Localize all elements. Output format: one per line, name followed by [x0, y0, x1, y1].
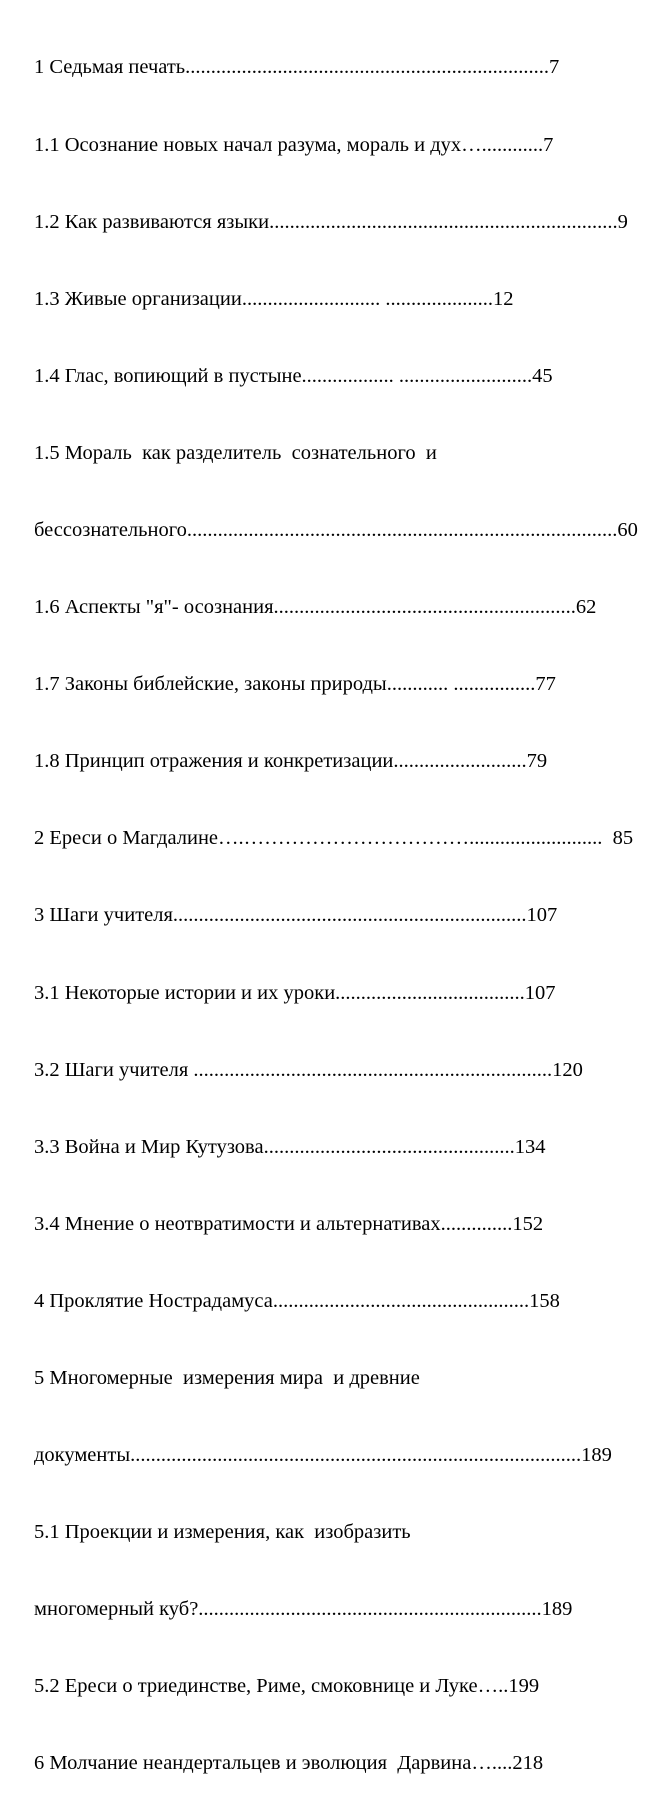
toc-line: 5 Многомерные измерения мира и древние [34, 1367, 420, 1389]
toc-line: 3.1 Некоторые истории и их уроки.....................................107 [34, 981, 556, 1004]
toc-line: многомерный куб?...................................................................189 [34, 1598, 573, 1621]
toc-line: 3.4 Мнение о неотвратимости и альтернативах..............152 [34, 1212, 544, 1235]
toc-line: 3.3 Война и Мир Кутузова.................................................134 [34, 1135, 546, 1158]
toc-line: документы........................................................................................189 [34, 1444, 612, 1467]
toc-line: 6 Молчание неандертальцев и эволюция Дарвина…....218 [34, 1752, 544, 1775]
toc-line: 5.1 Проекции и измерения, как изобразить [34, 1521, 411, 1544]
toc-line: бессознательного....................................................................................60 [34, 518, 638, 541]
toc-line: 1.5 Мораль как разделитель сознательного и [34, 441, 437, 464]
toc-line: 1.3 Живые организации........................... .....................12 [34, 287, 514, 310]
toc-line: 1.7 Законы библейские, законы природы............ ................77 [34, 673, 556, 696]
toc-line: 1 Седьмая печать.......................................................................7 [34, 56, 560, 79]
toc-line: 1.1 Осознание новых начал разума, мораль и дух…............7 [34, 133, 554, 156]
toc-line: 1.8 Принцип отражения и конкретизации..........................79 [34, 750, 548, 773]
toc-line: 1.6 Аспекты "я"- осознания...........................................................62 [34, 596, 597, 619]
table-of-contents [34, 4, 638, 1803]
toc-line: 1.4 Глас, вопиющий в пустыне.................. ..........................45 [34, 364, 553, 387]
toc-line: 1.2 Как развиваются языки....................................................................9 [34, 210, 628, 233]
toc-line: 5.2 Ереси о триединстве, Риме, смоковнице и Луке…..199 [34, 1675, 540, 1698]
toc-line: 2 Ереси о Магдалине….…………………………….......................... 85 [34, 827, 634, 850]
toc-line: 4 Проклятие Нострадамуса..................................................158 [34, 1289, 560, 1312]
toc-line: 3 Шаги учителя.....................................................................107 [34, 904, 558, 927]
toc-line: 3.2 Шаги учителя ......................................................................120 [34, 1058, 583, 1081]
